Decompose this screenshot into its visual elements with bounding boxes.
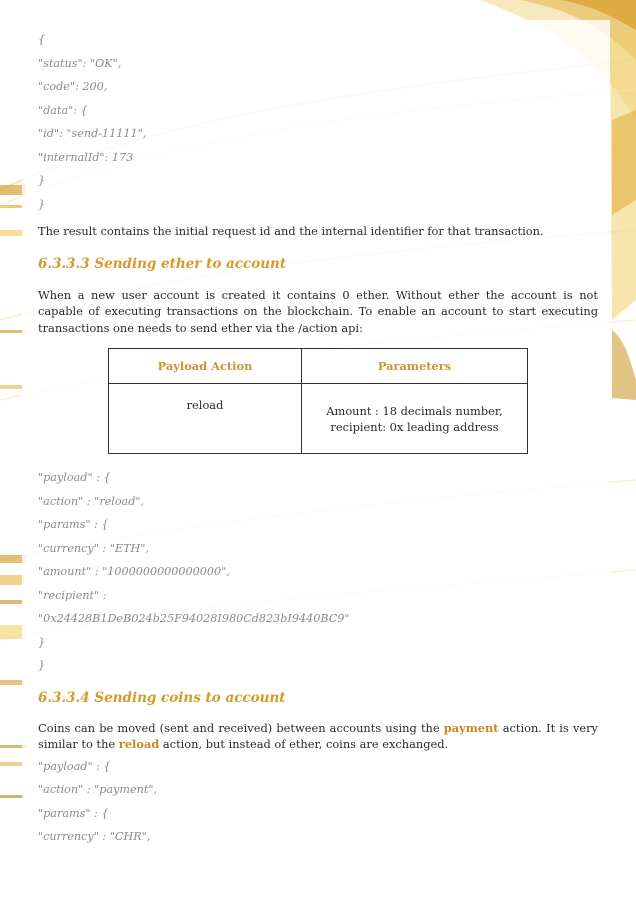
header-payload-action: Payload Action: [109, 349, 302, 384]
code-line: "currency" : "ETH",: [38, 541, 149, 555]
cell-parameters: [302, 384, 528, 454]
code-line: "action" : "payment",: [38, 783, 158, 796]
code-line: "currency" : "CHR",: [38, 830, 151, 843]
text-run: Coins can be moved (sent and received) between accounts using the: [38, 720, 444, 735]
code-line: "params" : {: [38, 518, 109, 531]
paragraph-ether-intro: When a new user account is created it contains 0 ether. Without ether the account is not capable of executing transactions on the blockchain. To enable an account to start executing transactions one needs to send ether via the /action api:: [38, 287, 598, 335]
payload-parameters-table: [108, 348, 528, 454]
code-line: "params" : {: [38, 806, 109, 820]
code-line: "amount" : "1000000000000000",: [38, 565, 230, 578]
code-line: }: [38, 635, 46, 649]
paragraph-coins-intro: [38, 720, 598, 753]
code-block-response: [38, 28, 598, 216]
table-header-row: [109, 349, 528, 384]
code-block-payment: [38, 755, 598, 849]
section-heading-sending-coins: 6.3.3.4 Sending coins to account: [38, 689, 286, 706]
code-line: "payload" : {: [38, 471, 111, 484]
code-line: "action" : "reload",: [38, 494, 145, 508]
code-line: }: [38, 174, 46, 187]
header-parameters: Parameters: [302, 349, 528, 384]
code-line: "payload" : {: [38, 759, 111, 773]
code-line: "data": {: [38, 103, 88, 117]
document-content: [38, 28, 598, 849]
text-run: action. It is very similar to the: [38, 720, 598, 751]
code-line: "status": "OK",: [38, 56, 122, 70]
keyword-reload: reload: [118, 737, 160, 751]
code-line: "id": "send-11111",: [38, 127, 147, 140]
code-line: "internalId": 173: [38, 150, 134, 164]
text-run: action, but instead of ether, coins are exchanged.: [159, 737, 449, 751]
code-line: }: [38, 197, 46, 211]
section-heading-sending-ether: 6.3.3.3 Sending ether to account: [38, 255, 287, 272]
code-line: {: [38, 33, 46, 46]
code-block-reload: [38, 466, 598, 678]
cell-action: reload: [109, 384, 302, 454]
code-line: "0x24428B1DeB024b25F94028I980Cd823bI9440BC9": [38, 612, 350, 625]
paragraph-result: The result contains the initial request id and the internal identifier for that transaction.: [38, 224, 544, 238]
code-line: }: [38, 659, 46, 672]
code-line: "code": 200,: [38, 80, 108, 93]
param-line: recipient: 0x leading address: [330, 419, 499, 434]
keyword-payment: payment: [443, 720, 499, 735]
param-line: Amount : 18 decimals number,: [326, 403, 503, 418]
code-line: "recipient" :: [38, 588, 107, 602]
table-row: [109, 384, 528, 454]
